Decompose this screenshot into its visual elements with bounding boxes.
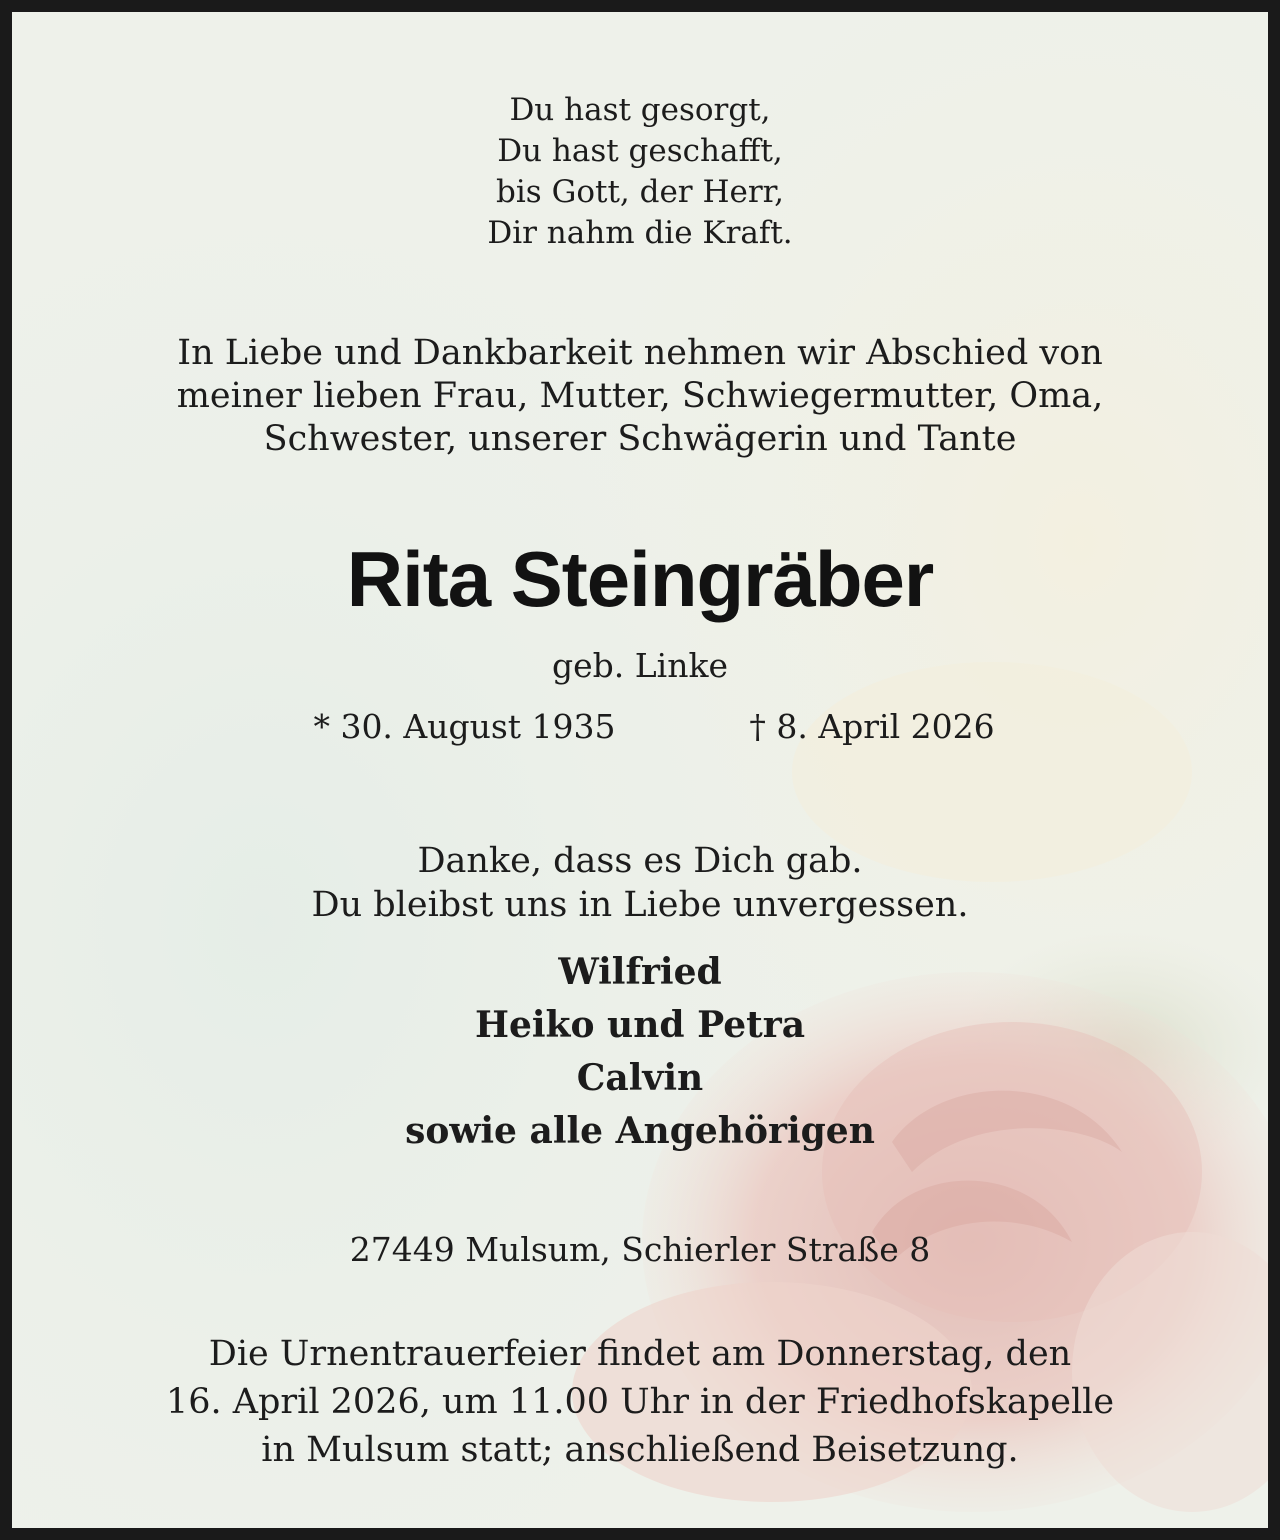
poem-line: Dir nahm die Kraft. bbox=[487, 215, 793, 251]
thanks-line: Du bleibst uns in Liebe unvergessen. bbox=[311, 885, 969, 925]
poem-line: Du hast geschafft, bbox=[497, 133, 783, 169]
death-date: † 8. April 2026 bbox=[749, 707, 995, 746]
service-line: in Mulsum statt; anschließend Beisetzung. bbox=[261, 1430, 1019, 1470]
family-member: Wilfried bbox=[558, 951, 722, 993]
service-line: 16. April 2026, um 11.00 Uhr in der Friedhofskapelle bbox=[165, 1382, 1115, 1422]
intro-line: meiner lieben Frau, Mutter, Schwiegermutter, Oma, bbox=[176, 376, 1104, 416]
address: 27449 Mulsum, Schierler Straße 8 bbox=[349, 1230, 931, 1269]
family-member: Heiko und Petra bbox=[474, 1004, 806, 1046]
birth-date: * 30. August 1935 bbox=[313, 707, 616, 746]
poem-line: bis Gott, der Herr, bbox=[496, 174, 784, 210]
deceased-name: Rita Steingräber bbox=[346, 535, 934, 623]
family-member: sowie alle Angehörigen bbox=[405, 1110, 875, 1152]
obituary-text bbox=[12, 12, 1268, 1528]
life-dates bbox=[12, 707, 1268, 752]
born-name: geb. Linke bbox=[551, 646, 728, 685]
thanks-line: Danke, dass es Dich gab. bbox=[417, 841, 863, 881]
intro-line: Schwester, unserer Schwägerin und Tante bbox=[263, 419, 1017, 459]
family-member: Calvin bbox=[576, 1057, 704, 1099]
poem-line: Du hast gesorgt, bbox=[509, 92, 771, 128]
service-line: Die Urnentrauerfeier findet am Donnerstag, den bbox=[208, 1334, 1072, 1374]
intro-line: In Liebe und Dankbarkeit nehmen wir Abschied von bbox=[177, 333, 1103, 373]
